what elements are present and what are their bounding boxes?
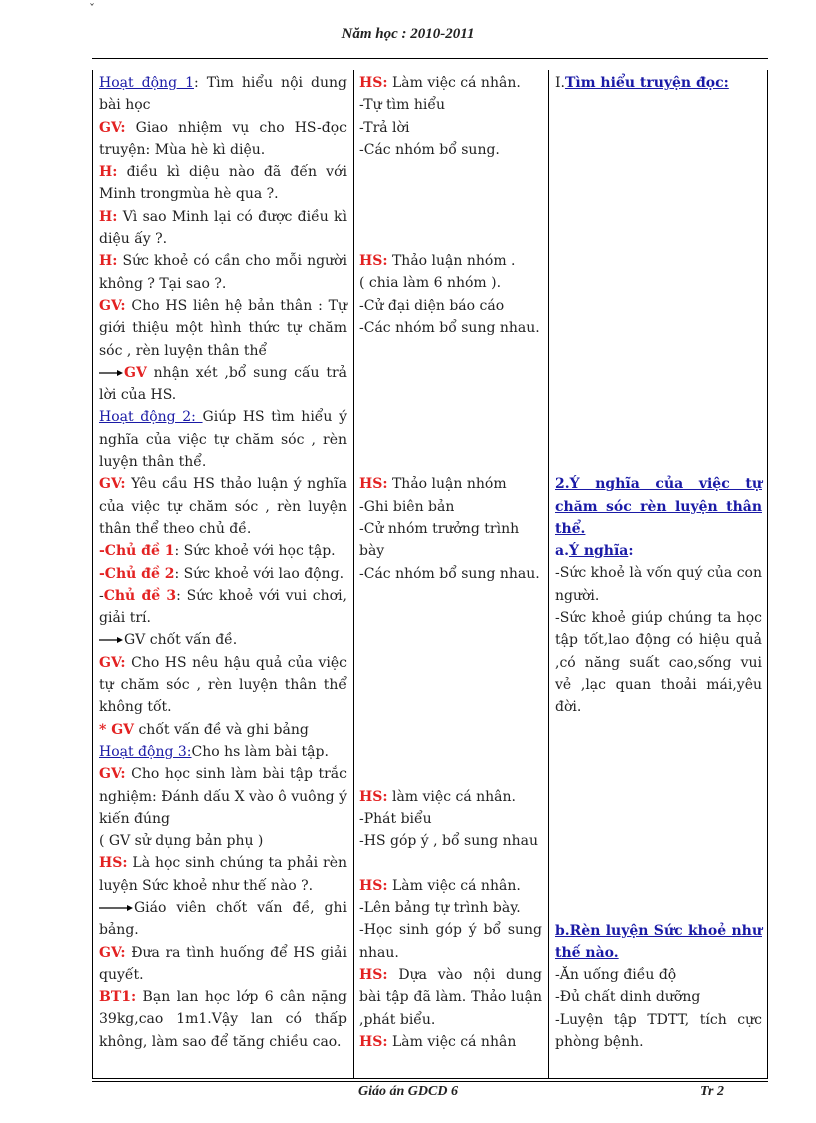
gv-task: GV: Giao nhiệm vụ cho HS-đọc truyện: Mùa hè kì diệu.	[99, 119, 347, 158]
arrow-right-icon	[99, 904, 133, 912]
arrow-right-icon	[99, 636, 123, 644]
bottom-rule	[92, 1078, 768, 1079]
gv-conclusion-2: Giáo viên chốt vấn đề, ghi bảng.	[99, 899, 347, 939]
question-3: H: Sức khoẻ có cần cho mỗi người không ? Tại sao ?.	[99, 253, 347, 292]
section-1-heading: I.Tìm hiểu truyện đọc:	[555, 75, 729, 91]
corner-mark: ˇ	[89, 2, 95, 16]
hs-question: HS: Là học sinh chúng ta phải rèn luyện Sức khoẻ như thế nào ?.	[99, 855, 347, 894]
footer-title: Giáo án GDCD 6	[358, 1084, 458, 1099]
arrow-right-icon	[99, 369, 123, 377]
teacher-activity-column	[99, 72, 347, 1053]
activity-1: Hoạt động 1: Tìm hiểu nội dung bài học	[99, 75, 347, 114]
gv-quiz-note: ( GV sử dụng bản phụ )	[99, 833, 264, 850]
topic-1: -Chủ đề 1: Sức khoẻ với học tập.	[99, 543, 336, 560]
student-block-7: HS: Làm việc cá nhân	[359, 1033, 517, 1050]
page-number: Tr 2	[700, 1084, 724, 1099]
student-block-5: HS: Làm việc cá nhân. -Lên bảng tự trình bày. -Học sinh góp ý bổ sung nhau.	[359, 877, 542, 961]
gv-conclusion-1: GV chốt vấn đề.	[99, 629, 347, 651]
student-block-3: HS: Thảo luận nhóm -Ghi biên bản -Cử nhóm trưởng trình bày -Các nhóm bổ sung nhau.	[359, 476, 540, 582]
student-activity-column	[359, 72, 542, 1053]
practice-point-2: -Đủ chất dinh dưỡng	[555, 989, 701, 1006]
gv-quiz: GV: Cho học sinh làm bài tập trắc nghiệm: Đánh dấu X vào ô vuông ý kiến đúng	[99, 766, 347, 827]
top-rule	[92, 58, 768, 59]
student-block-1: HS: Làm việc cá nhân. -Tự tìm hiểu -Trả lời -Các nhóm bổ sung.	[359, 75, 521, 158]
gv-board-note: * GV chốt vấn đề và ghi bảng	[99, 721, 309, 738]
topic-2: -Chủ đề 2: Sức khoẻ với lao động.	[99, 565, 345, 582]
bottom-rule-double	[92, 1081, 768, 1082]
table-border-right	[767, 70, 768, 1078]
page-header: Năm học : 2010-2011	[341, 26, 475, 42]
student-block-2: HS: Thảo luận nhóm . ( chia làm 6 nhóm ). -Cử đại diện báo cáo -Các nhóm bổ sung nhau.	[359, 253, 540, 337]
topic-3: -Chủ đề 3: Sức khoẻ với vui chơi, giải trí.	[99, 587, 347, 627]
content-column	[555, 72, 762, 1053]
section-2b-heading: b.Rèn luyện Sức khoẻ như thế nào.	[555, 922, 762, 961]
activity-2: Hoạt động 2: Giúp HS tìm hiểu ý nghĩa của việc tự chăm sóc , rèn luyện thân thể.	[99, 409, 347, 471]
table-border-left	[92, 70, 93, 1078]
student-block-6: HS: Dựa vào nội dung bài tập đã làm. Thảo luận ,phát biểu.	[359, 966, 542, 1028]
activity-3: Hoạt động 3:Cho hs làm bài tập.	[99, 743, 329, 760]
gv-discussion: GV: Yêu cầu HS thảo luận ý nghĩa của việc tự chăm sóc , rèn luyện thân thể theo chủ đề.	[99, 476, 347, 537]
gv-situation: GV: Đưa ra tình huống để HS giải quyết.	[99, 944, 347, 983]
section-2-heading: 2.Ý nghĩa của việc tự chăm sóc rèn luyện thân thể.	[555, 476, 762, 537]
gv-consequences: GV: Cho HS nêu hậu quả của việc tự chăm sóc , rèn luyện thân thể không tốt.	[99, 654, 347, 716]
practice-point-1: -Ăn uống điều độ	[555, 967, 677, 984]
question-2: H: Vì sao Minh lại có được điều kì diệu ấy ?.	[99, 208, 347, 248]
section-2a-heading: a.Ý nghĩa:	[555, 543, 634, 560]
table-divider-2	[548, 70, 549, 1078]
question-1: H: điều kì diệu nào đã đến với Minh trongmùa hè qua ?.	[99, 164, 347, 203]
meaning-point-1: -Sức khoẻ là vốn quý của con người.	[555, 565, 762, 604]
meaning-point-2: -Sức khoẻ giúp chúng ta học tập tốt,lao động có hiệu quả ,có năng suất cao,sống vui vẻ ,lạc quan thoải mái,yêu đời.	[555, 610, 762, 716]
exercise-1: BT1: Bạn lan học lớp 6 cân nặng 39kg,cao 1m1.Vậy lan có thấp không, làm sao để tăng chiều cao.	[99, 989, 347, 1050]
student-block-4: HS: làm việc cá nhân. -Phát biểu -HS góp ý , bổ sung nhau	[359, 788, 539, 850]
gv-self-intro: GV: Cho HS liên hệ bản thân : Tự giới thiệu một hình thức tự chăm sóc , rèn luyện thân thể	[99, 297, 347, 359]
gv-feedback: GV nhận xét ,bổ sung cấu trả lời của HS.	[99, 364, 347, 404]
practice-point-3: -Luyện tập TDTT, tích cực phòng bệnh.	[555, 1011, 762, 1051]
table-divider-1	[353, 70, 354, 1078]
